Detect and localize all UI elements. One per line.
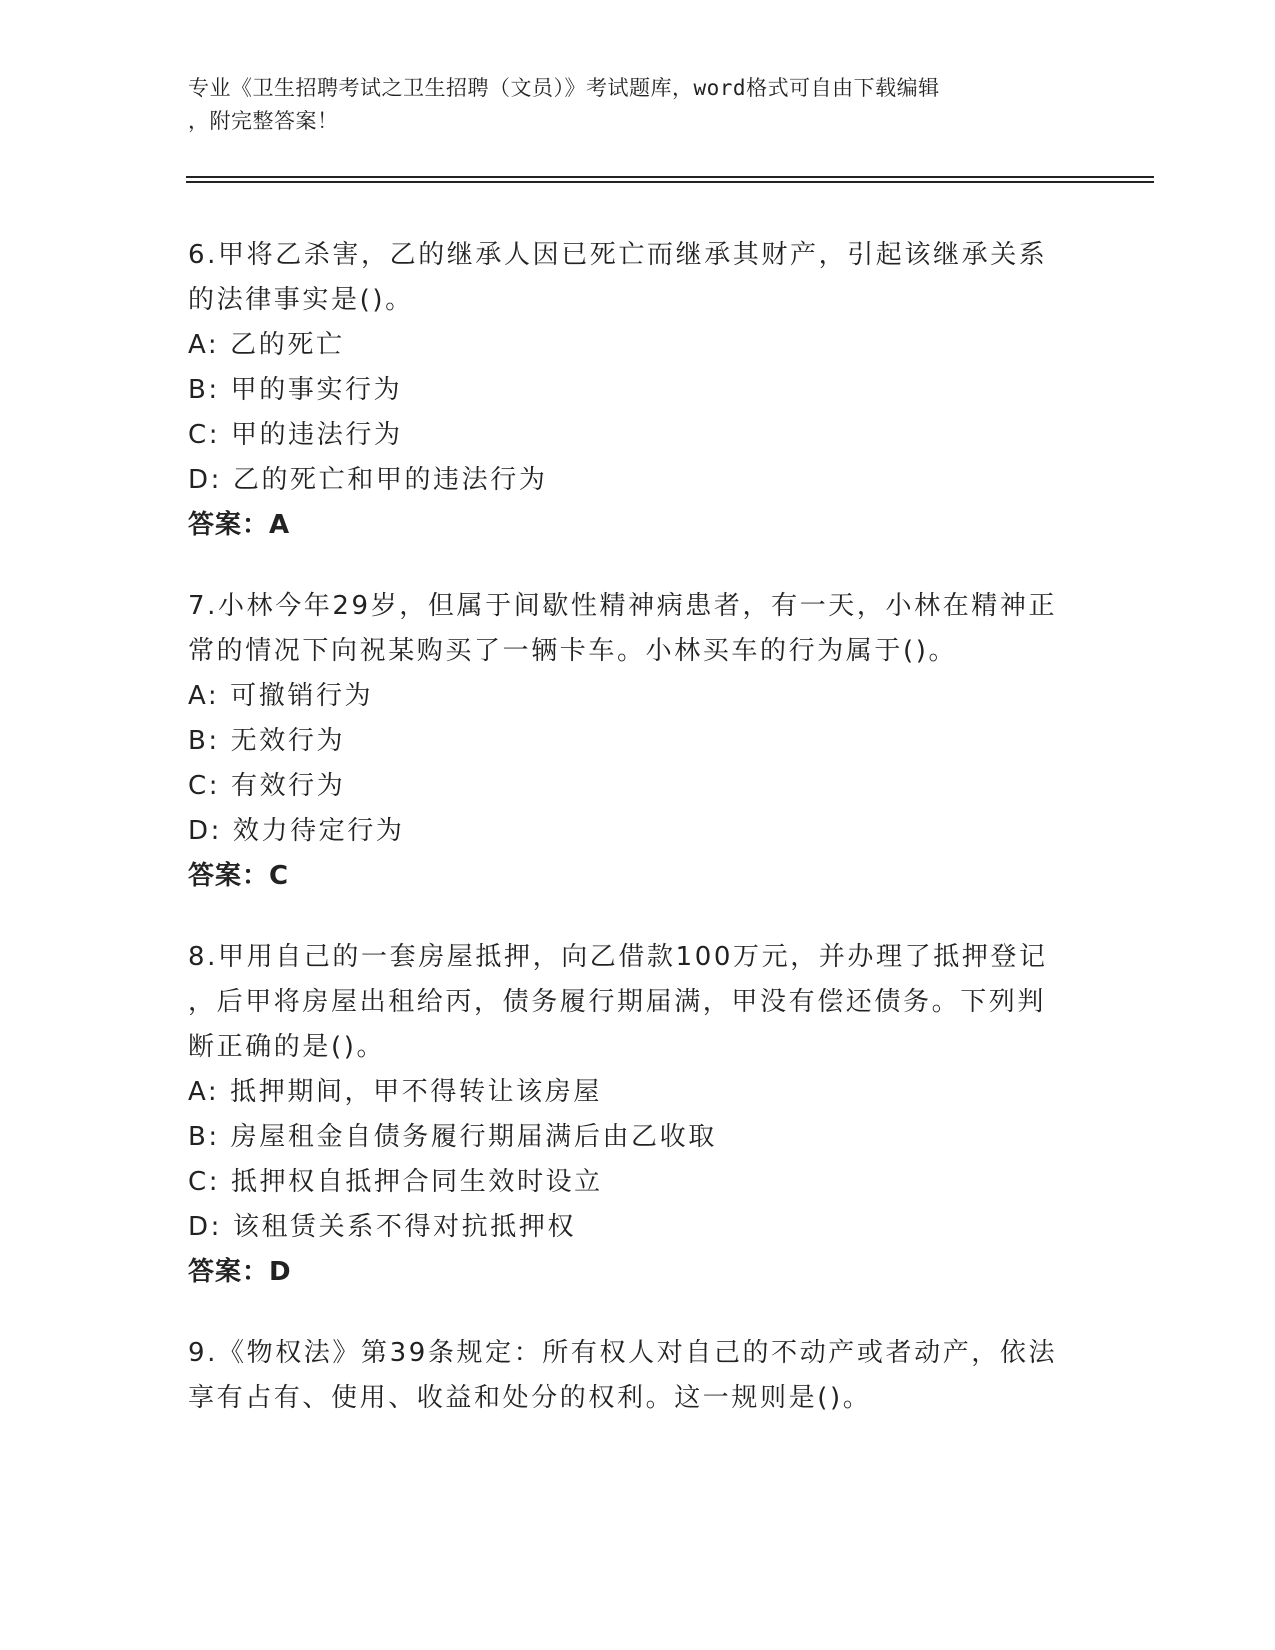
answer-option: A: 可撤销行为 [188,681,374,711]
answer-option: C: 抵押权自抵押合同生效时设立 [188,1167,603,1197]
answer-option: D: 效力待定行为 [188,816,405,846]
header-divider-bottom [186,181,1154,183]
answer-key: 答案：C [188,861,290,891]
answer-option: C: 甲的违法行为 [188,420,403,450]
question-6 [188,233,1088,548]
question-8 [188,935,1088,1295]
answer-option: B: 房屋租金自债务履行期届满后由乙收取 [188,1122,717,1152]
header-divider-top [186,176,1154,178]
header-line-1: 专业《卫生招聘考试之卫生招聘（文员）》考试题库，word格式可自由下载编辑 [188,76,940,100]
question-text-line: 9.《物权法》第39条规定：所有权人对自己的不动产或者动产，依法 [188,1338,1058,1368]
question-text-line: 6.甲将乙杀害，乙的继承人因已死亡而继承其财产，引起该继承关系 [188,240,1048,270]
question-7 [188,584,1088,899]
question-list [188,233,1088,1457]
question-9 [188,1331,1088,1421]
answer-key: 答案：A [188,510,291,540]
question-text-line: 的法律事实是()。 [188,285,414,315]
document-header [188,72,1068,138]
answer-option: D: 该租赁关系不得对抗抵押权 [188,1212,577,1242]
question-text-line: 享有占有、使用、收益和处分的权利。这一规则是()。 [188,1383,872,1413]
answer-option: D: 乙的死亡和甲的违法行为 [188,465,548,495]
question-text-line: ，后甲将房屋出租给丙，债务履行期届满，甲没有偿还债务。下列判 [188,987,1047,1017]
header-line-2: ，附完整答案！ [188,109,339,133]
question-text-line: 断正确的是()。 [188,1032,386,1062]
question-text-line: 8.甲用自己的一套房屋抵押，向乙借款100万元，并办理了抵押登记 [188,942,1048,972]
answer-option: A: 抵押期间，甲不得转让该房屋 [188,1077,602,1107]
answer-option: C: 有效行为 [188,771,346,801]
question-text-line: 7.小林今年29岁，但属于间歇性精神病患者，有一天，小林在精神正 [188,591,1058,621]
question-text-line: 常的情况下向祝某购买了一辆卡车。小林买车的行为属于()。 [188,636,958,666]
answer-option: B: 无效行为 [188,726,346,756]
answer-key: 答案：D [188,1257,292,1287]
answer-option: A: 乙的死亡 [188,330,345,360]
answer-option: B: 甲的事实行为 [188,375,403,405]
